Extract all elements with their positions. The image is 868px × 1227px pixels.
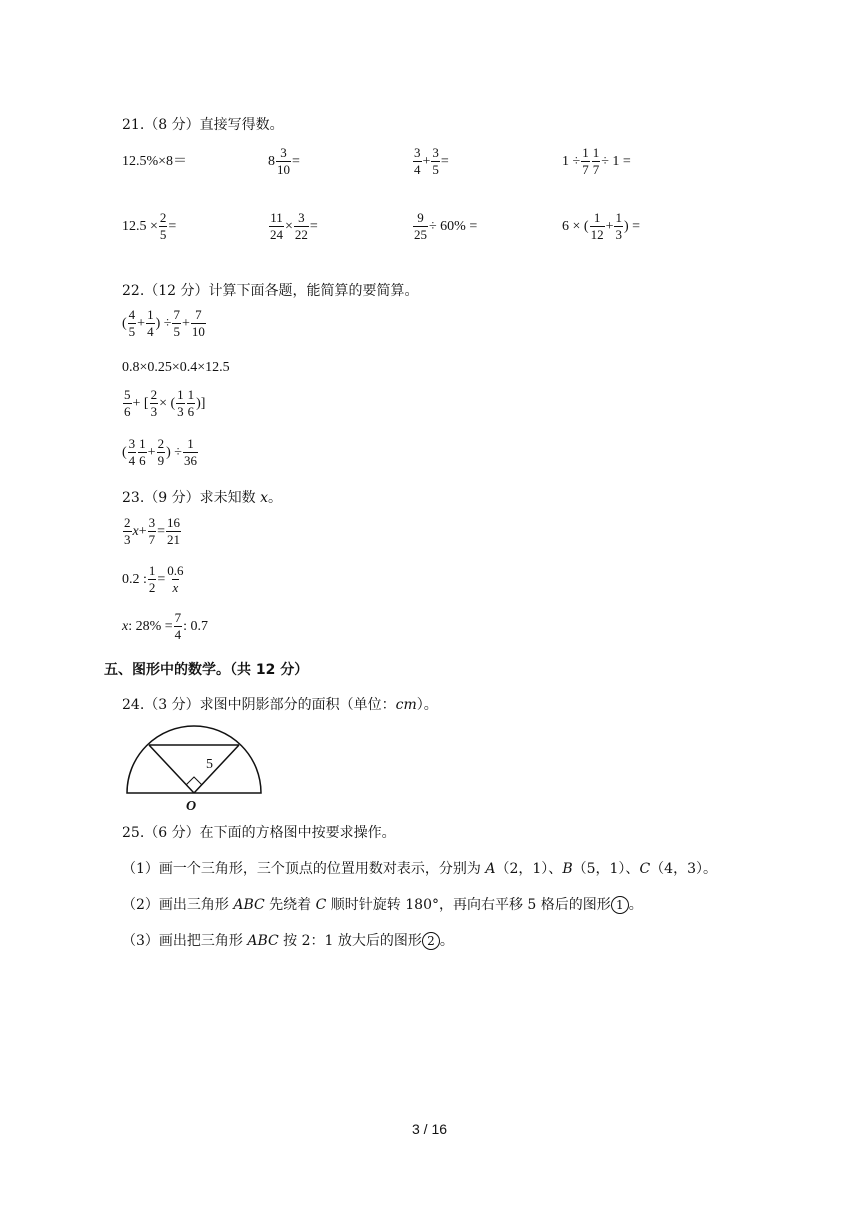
page-number: 3 / 16 xyxy=(412,1121,448,1137)
label-5: 5 xyxy=(206,757,213,772)
q24-title: 24.（3 分）求图中阴影部分的面积（单位：cm）。 xyxy=(122,697,438,713)
q25-item-3: （3）画出把三角形 ABC 按 2：1 放大后的图形 2 。 xyxy=(122,933,454,949)
q21-expr-5: 12.5 × $\frac{2}{5}$ = xyxy=(122,210,177,242)
q25-item-2: （2）画出三角形 ABC 先绕着 C 顺时针旋转 180°，再向右平移 5 格后的图形 1 。 xyxy=(122,897,643,913)
q22-row-2: 0.8×0.25×0.4×12.5 xyxy=(122,360,230,375)
q21-expr-7: $\frac{9}{25}$ ÷ 60% = xyxy=(414,210,478,242)
q25-title: 25.（6 分）在下面的方格图中按要求操作。 xyxy=(122,825,396,841)
q22-row-1: ( $\frac{4}{5}$ + $\frac{1}{4}$ ) ÷ $\frac{7}{5}$ + $\frac{7}{10}$ xyxy=(122,307,205,339)
circled-number-2: 2 xyxy=(422,932,440,950)
q23-eq-c: x : 28% = $\frac{7}{4}$ : 0.7 xyxy=(122,610,209,642)
q21-expr-4: 1 ÷ $\frac{1}{7}$ $\frac{1}{7}$ ÷ 1 = xyxy=(562,145,631,177)
q21-expr-8: 6 × ( $\frac{1}{12}$ + $\frac{1}{3}$ ) = xyxy=(562,210,641,242)
circled-number-1: 1 xyxy=(611,896,629,914)
q22-title: 22.（12 分）计算下面各题，能简算的要简算。 xyxy=(122,283,419,299)
right-side-line xyxy=(194,745,239,793)
q21-expr-3: $\frac{3}{4}$ + $\frac{3}{5}$ = xyxy=(414,145,449,177)
q23-eq-a: $\frac{2}{3}$ x + $\frac{3}{7}$ = $\frac{16}{21}$ xyxy=(124,515,181,547)
q22-row-3: $\frac{5}{6}$ + [ $\frac{2}{3}$ × ( $\frac{1}{3}$ $\frac{1}{6}$ )] xyxy=(124,387,206,419)
section-heading: 五、图形中的数学。（共 12 分） xyxy=(104,662,309,678)
q21-expr-1: 12.5%×8＝ xyxy=(122,154,188,169)
q21-expr-2: 8 $\frac{3}{10}$ = xyxy=(268,145,300,177)
semicircle-outline xyxy=(127,726,261,793)
right-angle-mark xyxy=(186,777,202,785)
label-o: O xyxy=(186,799,197,814)
semicircle-figure xyxy=(122,722,267,814)
q22-row-4: ( $\frac{3}{4}$ $\frac{1}{6}$ + $\frac{2}{9}$ ) ÷ $\frac{1}{36}$ xyxy=(122,436,197,468)
q25-item-1: （1）画一个三角形，三个顶点的位置用数对表示，分别为 A（2，1）、B（5，1）、C（4，3）。 xyxy=(122,861,717,877)
q23-eq-b: 0.2 : $\frac{1}{2}$ = $\frac{0.6}{x}$ xyxy=(122,563,184,595)
left-side-line xyxy=(149,745,194,793)
q21-title: 21.（8 分）直接写得数。 xyxy=(122,117,284,133)
q21-expr-6: $\frac{11}{24}$ × $\frac{3}{22}$ = xyxy=(270,210,318,242)
q23-title: 23.（9 分）求未知数 x。 xyxy=(122,490,282,506)
